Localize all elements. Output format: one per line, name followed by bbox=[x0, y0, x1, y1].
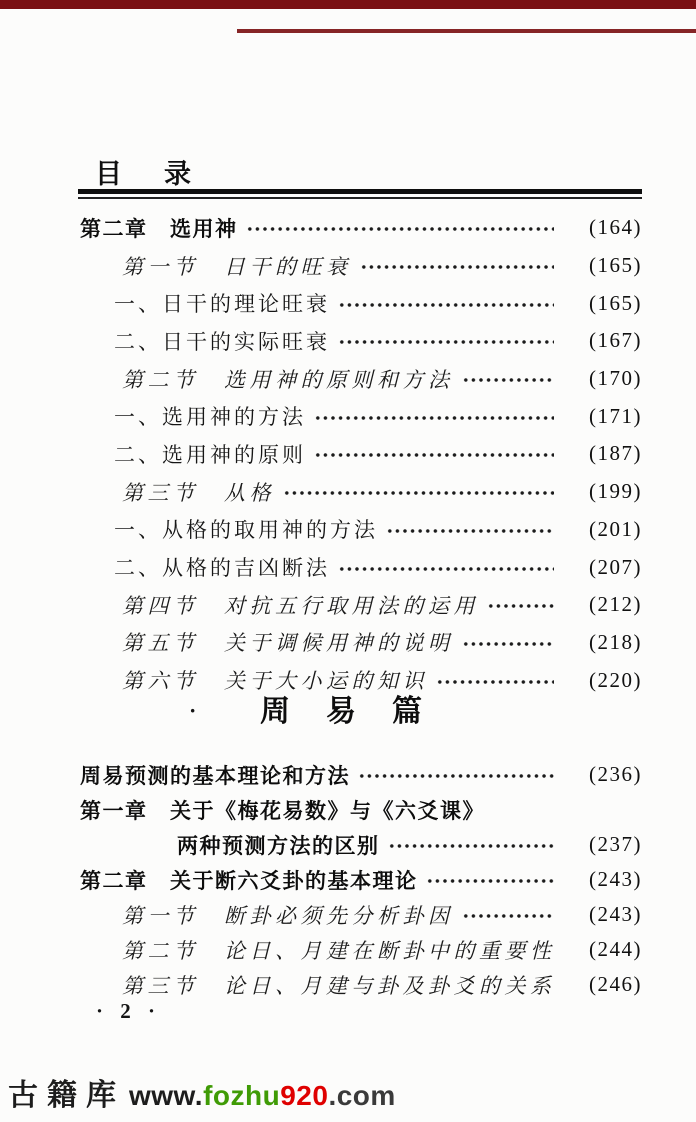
toc-entry-label: 第二节 论日、月建在断卦中的重要性 bbox=[122, 938, 556, 963]
dot-leader bbox=[338, 564, 554, 574]
watermark-tld: .com bbox=[328, 1080, 396, 1111]
toc-row bbox=[80, 827, 642, 862]
toc-row bbox=[80, 967, 642, 1002]
toc-row bbox=[80, 511, 642, 549]
dot-leader bbox=[426, 876, 555, 886]
toc-row bbox=[80, 209, 642, 247]
watermark-site-name: 古籍库 bbox=[8, 1079, 125, 1112]
toc-entry-label: 一、选用神的方法 bbox=[114, 405, 306, 430]
toc-entry-label: 一、从格的取用神的方法 bbox=[114, 518, 378, 543]
toc-entry-page: (199) bbox=[589, 479, 642, 504]
toc-entry-page: (246) bbox=[589, 972, 642, 996]
page-number: · 2 · bbox=[96, 999, 162, 1023]
toc-row bbox=[80, 862, 642, 897]
toc-entry-page: (237) bbox=[589, 832, 642, 856]
toc-entry-page: (187) bbox=[589, 441, 642, 466]
watermark-www: www. bbox=[129, 1080, 204, 1111]
toc-entry-page: (243) bbox=[589, 902, 642, 926]
toc-row bbox=[80, 473, 642, 511]
toc-entry-label: 第二章 选用神 bbox=[80, 217, 238, 241]
toc-entry-label: 周易预测的基本理论和方法 bbox=[80, 764, 350, 788]
dot-leader bbox=[487, 601, 554, 611]
toc-entry-page: (165) bbox=[589, 253, 642, 278]
toc-entry-page: (218) bbox=[589, 629, 642, 654]
toc-row bbox=[80, 435, 642, 473]
watermark bbox=[8, 1070, 396, 1114]
toc-row bbox=[80, 360, 642, 398]
dot-leader bbox=[462, 639, 555, 649]
toc-entry-page: (244) bbox=[589, 937, 642, 961]
divider-dot: · bbox=[189, 698, 197, 723]
toc-row bbox=[80, 397, 642, 435]
dot-leader bbox=[462, 375, 555, 385]
toc-entry-label: 第四节 对抗五行取用法的运用 bbox=[122, 593, 479, 618]
toc-entry-label: 二、选用神的原则 bbox=[114, 442, 306, 467]
dot-leader bbox=[338, 337, 554, 347]
toc-entry-label: 二、从格的吉凶断法 bbox=[114, 556, 330, 581]
toc-row bbox=[80, 284, 642, 322]
header-rule-thick bbox=[78, 189, 642, 194]
toc-part1 bbox=[80, 209, 642, 699]
toc-entry-label: 二、日干的实际旺衰 bbox=[114, 329, 330, 354]
toc-row bbox=[80, 932, 642, 967]
toc-entry-page: (170) bbox=[589, 366, 642, 391]
toc-entry-label: 第一节 断卦必须先分析卦因 bbox=[122, 903, 454, 928]
dot-leader bbox=[338, 300, 554, 310]
toc-row bbox=[80, 624, 642, 662]
toc-entry-page: (201) bbox=[589, 516, 642, 541]
dot-leader bbox=[314, 413, 554, 423]
toc-entry-page: (236) bbox=[589, 762, 642, 786]
toc-entry-page: (220) bbox=[589, 667, 642, 692]
toc-row bbox=[80, 792, 642, 827]
toc-entry-page: (212) bbox=[589, 592, 642, 617]
watermark-domain-red: 920 bbox=[280, 1080, 329, 1111]
toc-row bbox=[80, 897, 642, 932]
toc-entry-label: 一、日干的理论旺衰 bbox=[114, 292, 330, 317]
dot-leader bbox=[462, 911, 555, 921]
toc-entry-label: 第一章 关于《梅花易数》与《六爻课》 bbox=[80, 799, 485, 823]
dot-leader bbox=[246, 224, 555, 234]
toc-title: 目录 bbox=[95, 159, 233, 189]
toc-part2 bbox=[80, 757, 642, 1002]
part-divider bbox=[0, 686, 696, 726]
toc-entry-page: (164) bbox=[589, 215, 642, 240]
dot-leader bbox=[358, 771, 554, 781]
top-red-bar bbox=[0, 0, 696, 9]
toc-row bbox=[80, 757, 642, 792]
toc-entry-label: 第二章 关于断六爻卦的基本理论 bbox=[80, 869, 418, 893]
toc-row bbox=[80, 586, 642, 624]
toc-entry-label: 第二节 选用神的原则和方法 bbox=[122, 367, 454, 392]
dot-leader bbox=[314, 450, 554, 460]
part-title: 周易篇 bbox=[260, 695, 458, 728]
toc-entry-label: 第五节 关于调候用神的说明 bbox=[122, 631, 454, 656]
toc-row bbox=[80, 548, 642, 586]
toc-entry-page: (165) bbox=[589, 290, 642, 315]
top-red-bar-secondary bbox=[237, 29, 696, 33]
header-rule-thin bbox=[78, 197, 642, 199]
toc-entry-page: (171) bbox=[589, 403, 642, 428]
dot-leader bbox=[388, 841, 555, 851]
dot-leader bbox=[360, 262, 555, 272]
toc-entry-page: (243) bbox=[589, 867, 642, 891]
toc-entry-label: 第三节 论日、月建与卦及卦爻的关系 bbox=[122, 973, 556, 998]
toc-entry-label: 两种预测方法的区别 bbox=[177, 834, 380, 858]
toc-entry-page: (207) bbox=[589, 554, 642, 579]
toc-entry-label: 第六节 关于大小运的知识 bbox=[122, 669, 428, 694]
toc-row bbox=[80, 322, 642, 360]
toc-row bbox=[80, 247, 642, 285]
dot-leader bbox=[386, 526, 554, 536]
toc-entry-page: (167) bbox=[589, 328, 642, 353]
watermark-domain-green: fozhu bbox=[203, 1080, 281, 1111]
dot-leader bbox=[283, 488, 554, 498]
toc-entry-label: 第三节 从格 bbox=[122, 480, 275, 505]
toc-entry-label: 第一节 日干的旺衰 bbox=[122, 254, 352, 279]
